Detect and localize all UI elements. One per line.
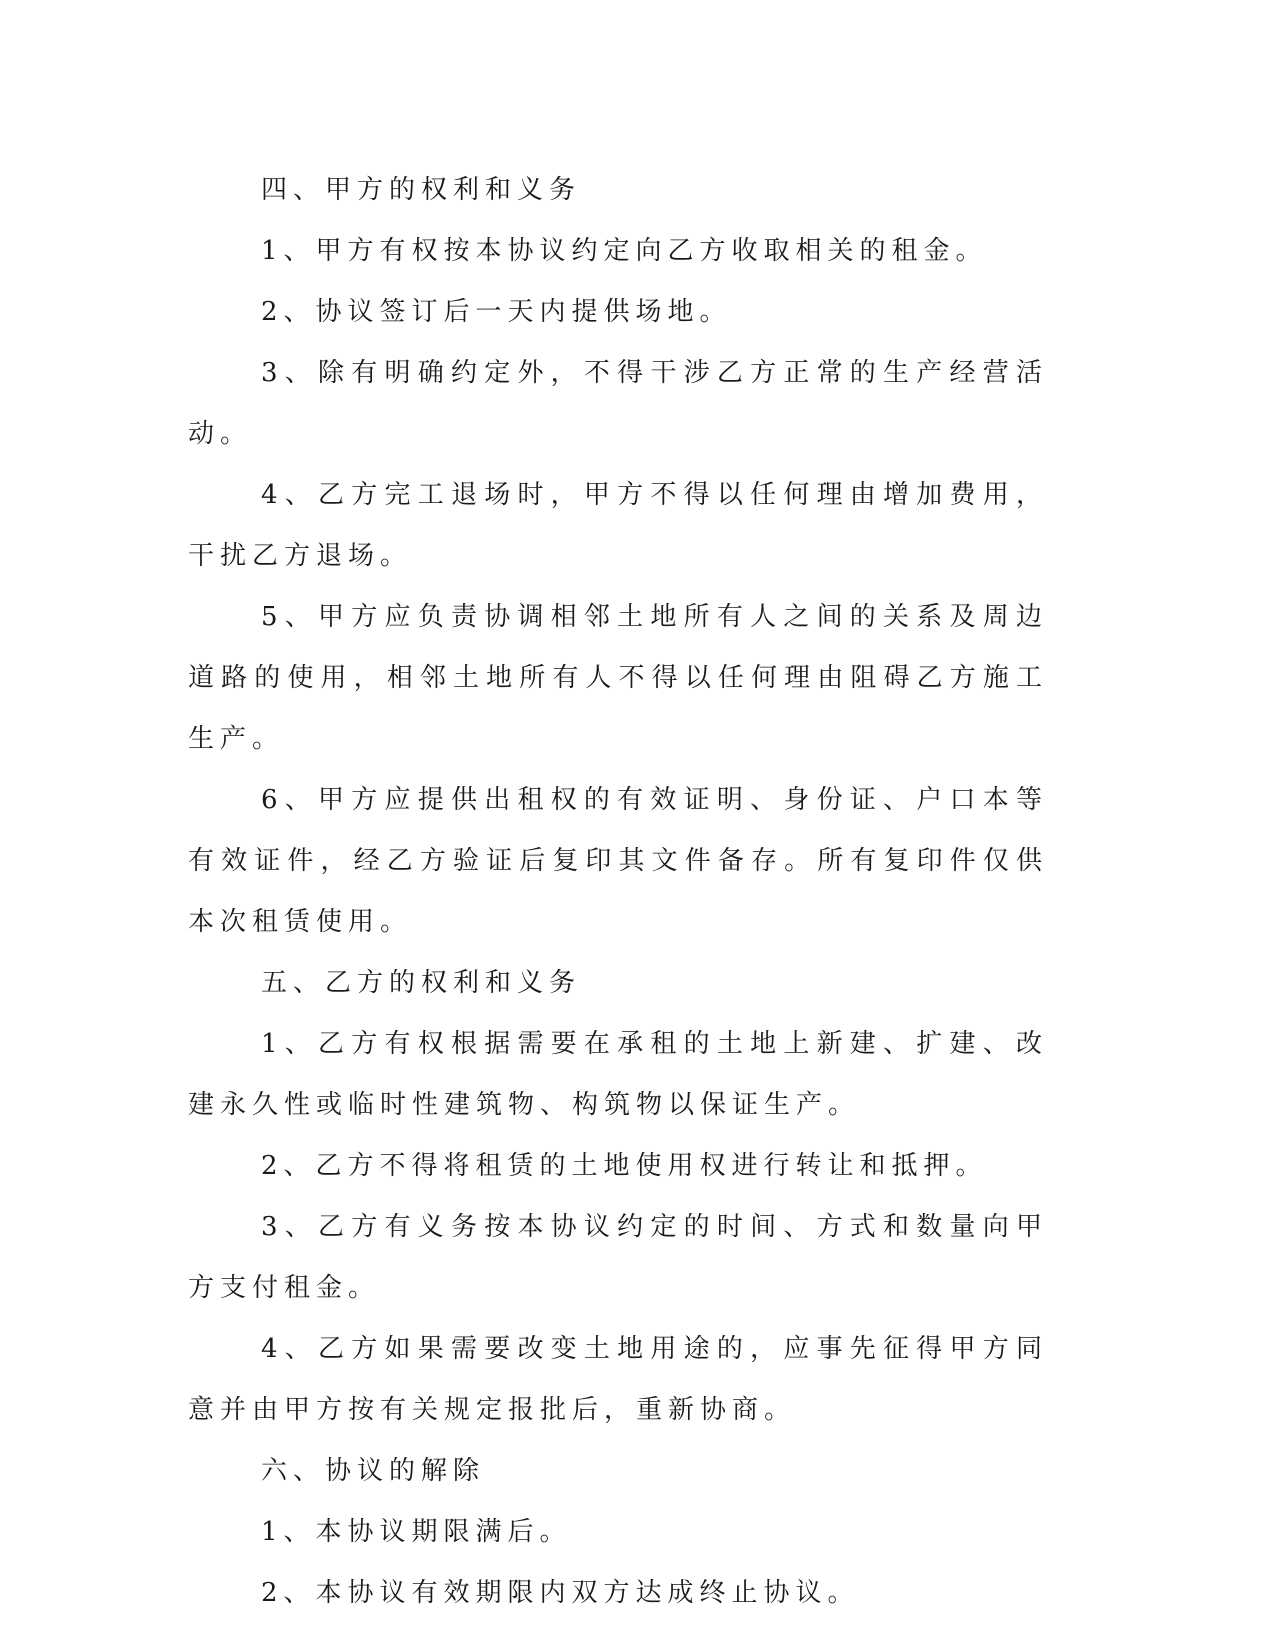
section-heading-party-b: 五、乙方的权利和义务 <box>261 968 582 998</box>
clause-paragraph: 3、除有明确约定外，不得干涉乙方正常的生产经营活动。 <box>188 358 1048 449</box>
clause-paragraph: 2、乙方不得将租赁的土地使用权进行转让和抵押。 <box>261 1151 988 1181</box>
clause-paragraph: 5、甲方应负责协调相邻土地所有人之间的关系及周边道路的使用，相邻土地所有人不得以任何理由阻碍乙方施工生产。 <box>188 602 1048 754</box>
clause-paragraph: 1、乙方有权根据需要在承租的土地上新建、扩建、改建永久性或临时性建筑物、构筑物以保证生产。 <box>188 1029 1048 1120</box>
clause-paragraph: 6、甲方应提供出租权的有效证明、身份证、户口本等有效证件，经乙方验证后复印其文件备存。所有复印件仅供本次租赁使用。 <box>188 785 1048 937</box>
clause-paragraph: 4、乙方如果需要改变土地用途的，应事先征得甲方同意并由甲方按有关规定报批后，重新协商。 <box>188 1334 1048 1425</box>
clause-paragraph: 1、甲方有权按本协议约定向乙方收取相关的租金。 <box>261 236 988 266</box>
section-heading-party-a: 四、甲方的权利和义务 <box>261 175 582 205</box>
section-heading-termination: 六、协议的解除 <box>261 1456 486 1486</box>
clause-paragraph: 4、乙方完工退场时，甲方不得以任何理由增加费用，干扰乙方退场。 <box>188 480 1048 571</box>
document-body <box>188 160 1048 1624</box>
clause-paragraph: 3、乙方有义务按本协议约定的时间、方式和数量向甲方支付租金。 <box>188 1212 1048 1303</box>
clause-paragraph: 1、本协议期限满后。 <box>261 1517 572 1547</box>
clause-paragraph: 2、本协议有效期限内双方达成终止协议。 <box>261 1578 860 1608</box>
clause-paragraph: 2、协议签订后一天内提供场地。 <box>261 297 732 327</box>
